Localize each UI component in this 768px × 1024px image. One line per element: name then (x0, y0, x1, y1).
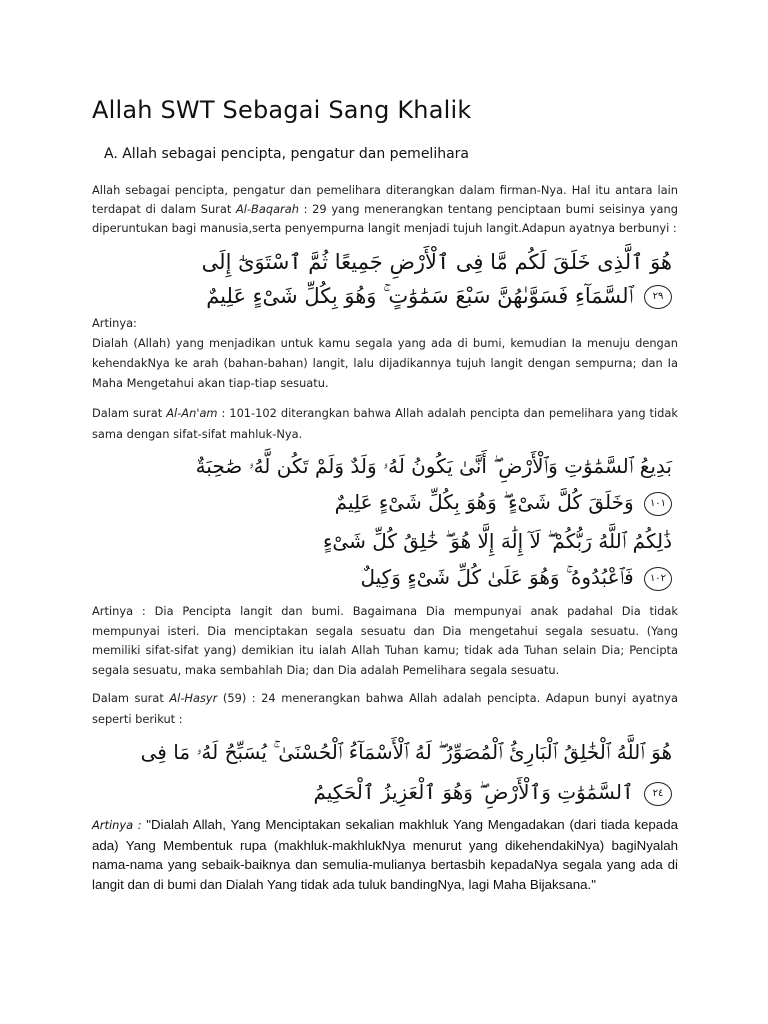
document-title: Allah SWT Sebagai Sang Khalik (92, 96, 472, 124)
paragraph-intro-baqarah (92, 181, 678, 238)
arabic-verse-line: هُوَ ٱللَّهُ ٱلْخَٰلِقُ ٱلْبَارِئُ ٱلْمُصَوِّرُ ۖ لَهُ ٱلْأَسْمَآءُ ٱلْحُسْنَىٰ ۚ يُسَبِّحُ لَهُۥ مَا فِى (140, 740, 672, 764)
section-heading: A. Allah sebagai pencipta, pengatur dan pemelihara (104, 146, 469, 162)
paragraph-translation-baqarah (92, 313, 678, 393)
translation-text: Dialah (Allah) yang menjadikan untuk kamu segala yang ada di bumi, kemudian Ia menuju dengan kehendakNya ke arah (bahan-bahan) langit, lalu dijadikannya tujuh langit dengan sempurna; dan Ia Maha Mengetahui akan tiap-tiap sesuatu. (92, 336, 678, 390)
arabic-verse-line: ذَٰلِكُمُ ٱللَّهُ رَبُّكُمْ ۖ لَآ إِلَٰهَ إِلَّا هُوَ ۖ خَٰلِقُ كُلِّ شَىْءٍ (323, 529, 672, 553)
intro-text: (59) : 24 menerangkan bahwa Allah adalah pencipta. Adapun bunyi ayatnya seperti berikut : (92, 691, 678, 726)
intro-text: Allah sebagai pencipta, pengatur dan pemelihara diterangkan dalam firman-Nya. Hal itu antara lain terdapat di dalam Surat (92, 183, 678, 216)
arabic-verse-text: فَٱعْبُدُوهُ ۚ وَهُوَ عَلَىٰ كُلِّ شَىْءٍ وَكِيلٌ (360, 565, 634, 589)
arabic-verse-text: وَخَلَقَ كُلَّ شَىْءٍ ۖ وَهُوَ بِكُلِّ شَىْءٍ عَلِيمٌ (334, 490, 634, 514)
arabic-verse-line (335, 490, 672, 516)
paragraph-intro-anam (92, 403, 678, 445)
translation-text: "Dialah Allah, Yang Menciptakan sekalian makhluk Yang Mengadakan (dari tiada kepada ada) Yang Membentuk rupa (makhluk-makhlukNya menurut yang dikehendakiNya) bagiNyalah nama-nama yang sebaik-baiknya dan semulia-mulianya bertasbih kepadaNya segala yang ada di langit dan di bumi dan Dialah Yang tidak ada tuluk bandingNya, lagi Maha Bijaksana." (92, 817, 678, 892)
intro-text: Dalam surat (92, 406, 167, 420)
arabic-verse-line: بَدِيعُ ٱلسَّمَٰوَٰتِ وَٱلْأَرْضِ ۖ أَنَّىٰ يَكُونُ لَهُۥ وَلَدٌ وَلَمْ تَكُن لَّهُۥ صَٰحِبَةٌ (195, 454, 672, 478)
ayah-number-icon: ١٠١ (644, 492, 672, 516)
artinya-label: Artinya : (92, 818, 142, 832)
arabic-verse-line (360, 565, 672, 591)
arabic-verse-text: ٱلسَّمَآءِ فَسَوَّىٰهُنَّ سَبْعَ سَمَٰوَٰتٍ ۚ وَهُوَ بِكُلِّ شَىْءٍ عَلِيمٌ (206, 284, 634, 308)
paragraph-translation-hasyr (92, 815, 678, 894)
ayah-number-icon: ١٠٢ (644, 567, 672, 591)
arabic-verse-line: هُوَ ٱلَّذِى خَلَقَ لَكُم مَّا فِى ٱلْأَرْضِ جَمِيعًا ثُمَّ ٱسْتَوَىٰٓ إِلَى (201, 250, 672, 274)
arabic-verse-line (206, 284, 672, 309)
intro-text: : 29 yang menerangkan tentang penciptaan bumi seisinya yang diperuntukan bagi manusia,serta penyempurna langit menjadi tujuh langit.Adapun ayatnya berbunyi : (92, 202, 678, 235)
ayah-number-icon: ٢٩ (644, 285, 672, 309)
paragraph-translation-anam: Artinya : Dia Pencipta langit dan bumi. Bagaimana Dia mempunyai anak padahal Dia tidak mempunyai isteri. Dia menciptakan segala sesuatu dan Dia mengetahui segala sesuatu. (Yang memiliki sifat-sifat yang) demikian itu ialah Allah Tuhan kamu; tidak ada Tuhan selain Dia; Pencipta segala sesuatu, maka sembahlah Dia; dan Dia adalah Pemelihara segala sesuatu. (92, 604, 678, 677)
intro-text: : 101-102 diterangkan bahwa Allah adalah pencipta dan pemelihara yang tidak sama dengan sifat-sifat mahluk-Nya. (92, 406, 678, 441)
intro-text: Dalam surat (92, 691, 170, 705)
arabic-verse-text: ٱلسَّمَٰوَٰتِ وَٱلْأَرْضِ ۖ وَهُوَ ٱلْعَزِيزُ ٱلْحَكِيمُ (313, 780, 634, 804)
arabic-verse-line (313, 780, 672, 806)
artinya-label: Artinya: (92, 316, 137, 330)
paragraph-intro-hasyr (92, 688, 678, 730)
ayah-number-icon: ٢٤ (644, 782, 672, 806)
surah-name: Al-An'am (166, 406, 218, 420)
surah-name: Al-Hasyr (169, 691, 218, 705)
surah-name: Al-Baqarah (235, 202, 299, 216)
